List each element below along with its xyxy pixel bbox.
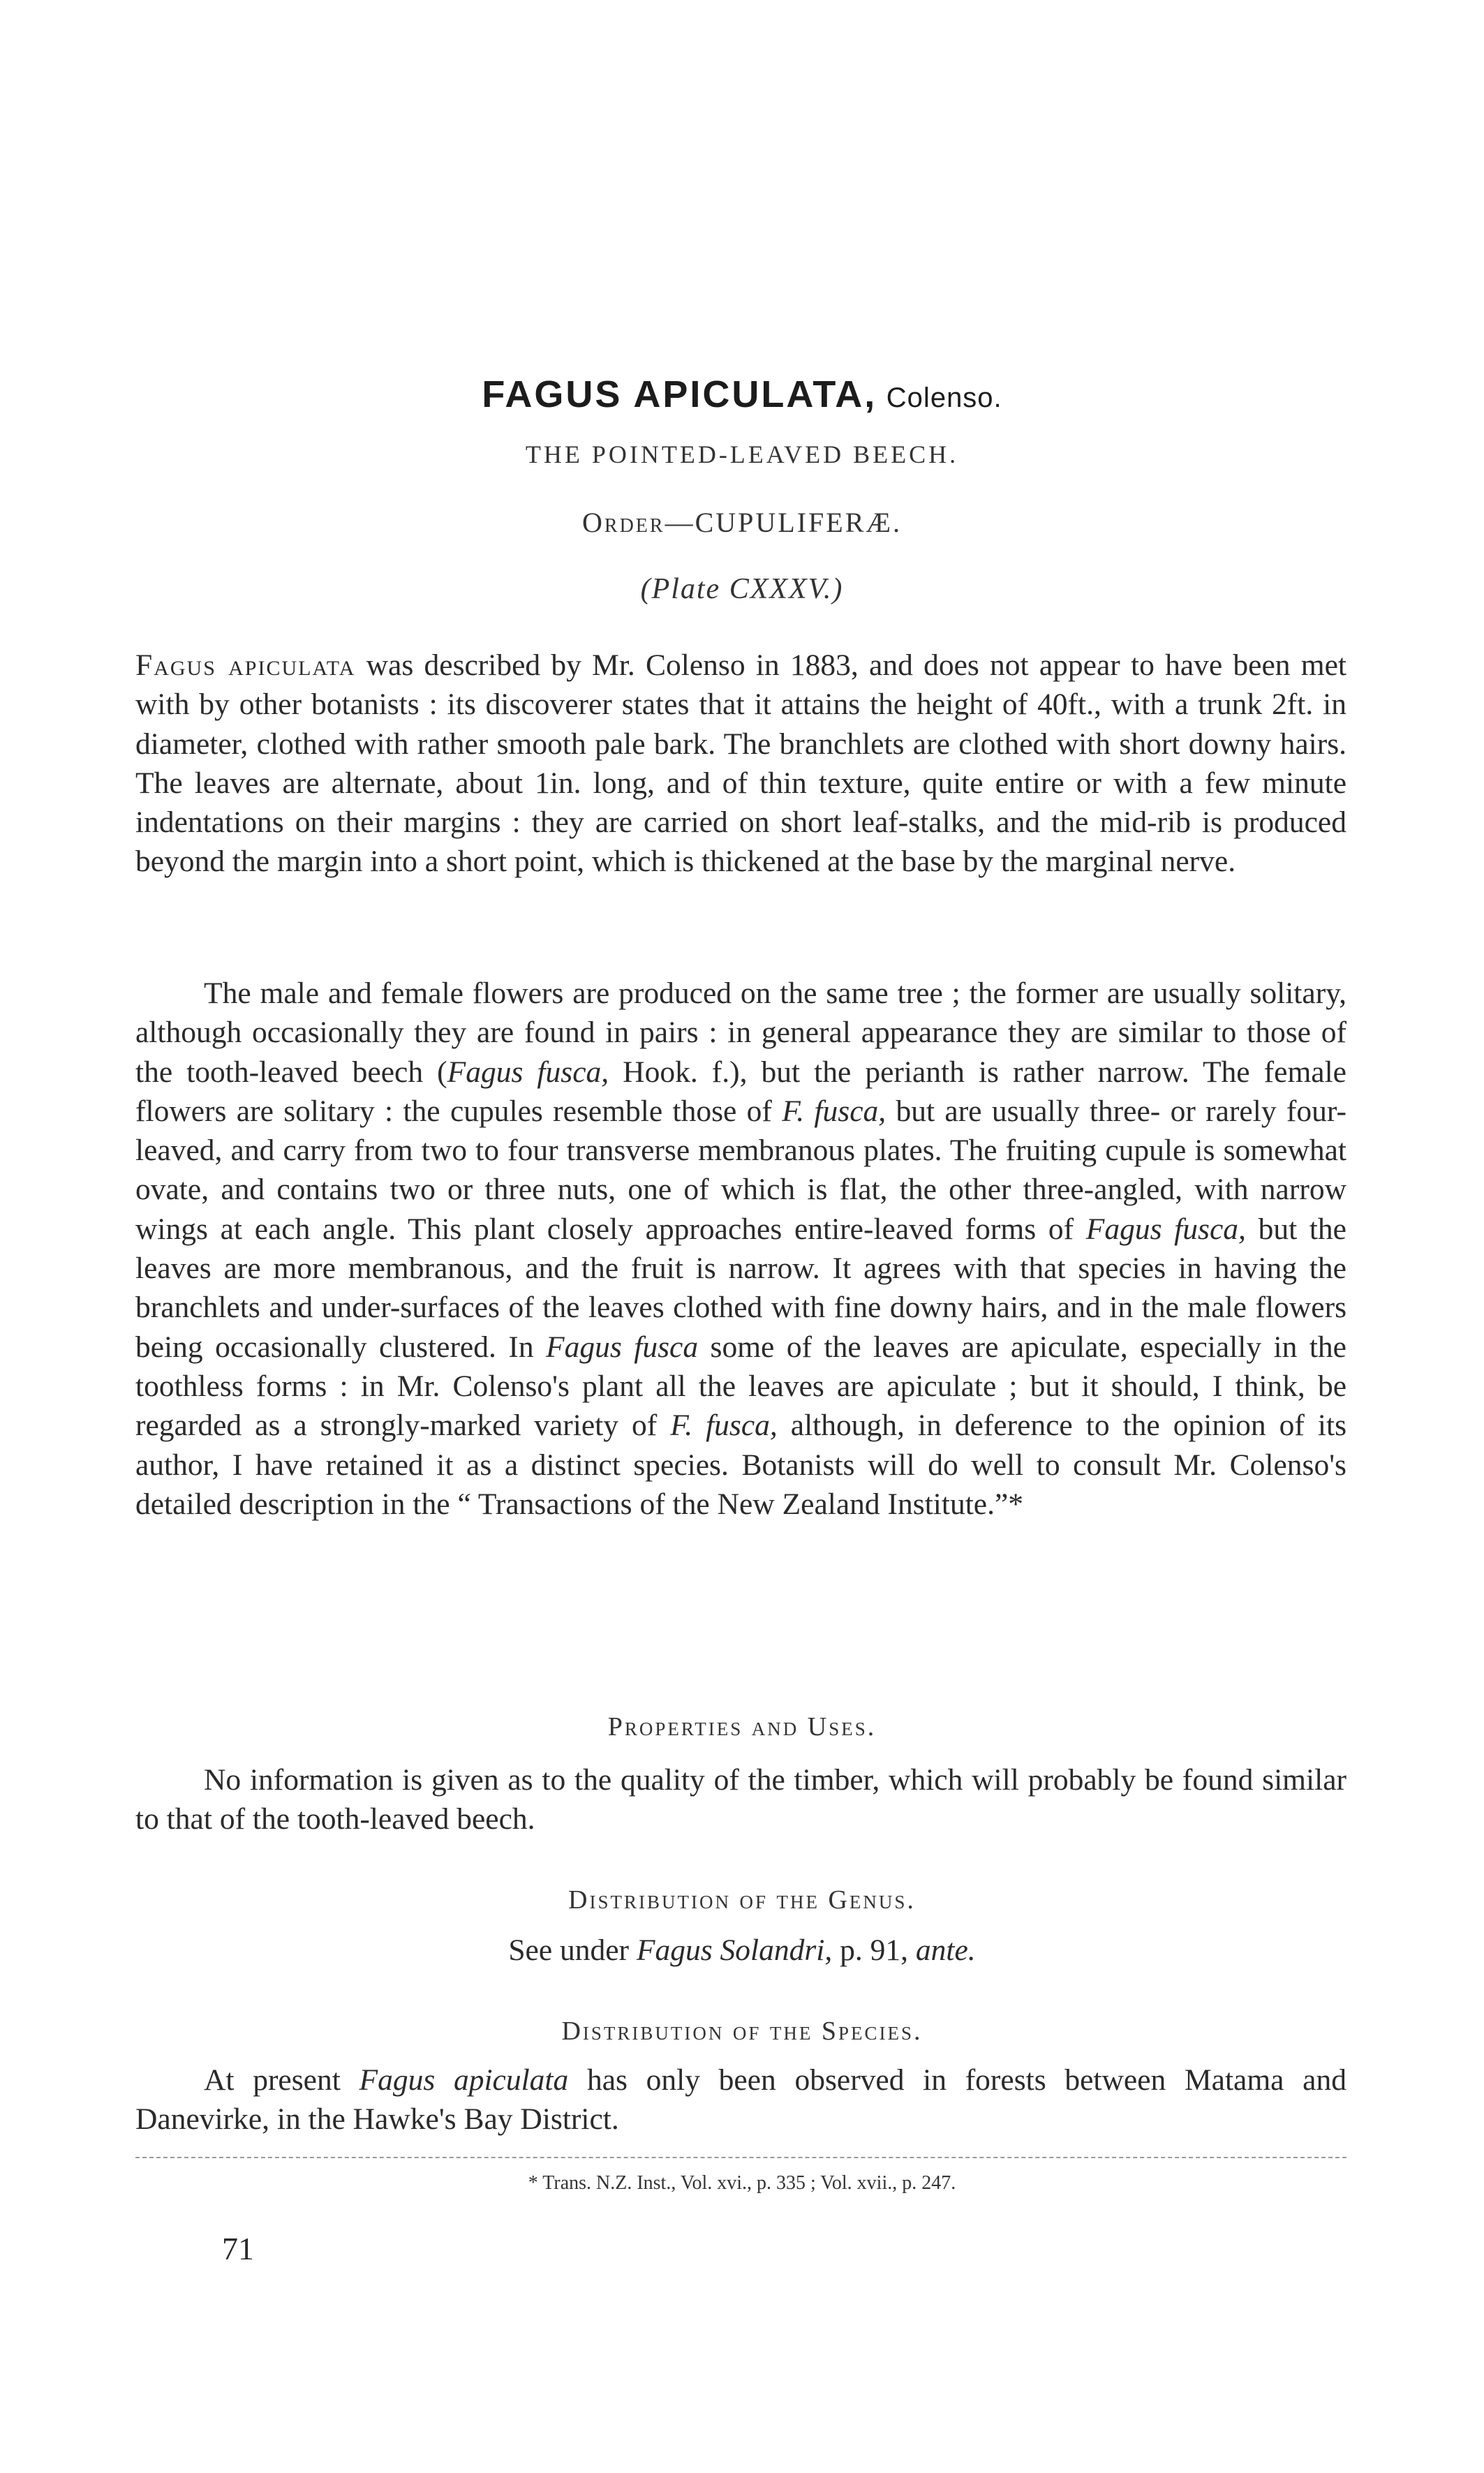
italic-run: Fagus apiculata: [359, 2063, 569, 2097]
heading-genus-distribution: Distribution of the Genus.: [568, 1885, 916, 1915]
text-run: has only been observed in forests between Matama and Danevirke, in the Hawke's Bay District.: [135, 2063, 1346, 2137]
paragraph-text: was described by Mr. Colenso in 1883, and does not appear to have been met with by other botanists : its discoverer states that it attains the height of 40ft., with a trunk 2ft. in diameter, clothed with rather smooth pale bark. The branchlets are clothed with short downy hairs. The leaves are alternate, about 1in. long, and of thin texture, quite entire or with a few minute indentations on their margins : they are carried on short leaf-stalks, and the mid-rib is produced beyond the margin into a short point, which is thickened at the base by the marginal nerve.: [135, 648, 1347, 879]
italic-run: F. fusca,: [782, 1094, 886, 1128]
order-line: [0, 506, 1484, 539]
italic-run: Fagus fusca,: [447, 1055, 609, 1089]
species-author: Colenso.: [886, 383, 1002, 413]
paragraph-description: [135, 646, 1346, 882]
text-run: although, in deference to the opinion of its author, I have retained it as a distinct species. Botanists will do well to consult Mr. Colenso's detailed description in the “ Transactions of the New Zealand Institute.”*: [135, 1409, 1346, 1521]
plate-reference: (Plate CXXXV.): [640, 573, 844, 605]
text-run: See under: [508, 1933, 637, 1967]
footnote: * Trans. N.Z. Inst., Vol. xvi., p. 335 ; Vol. xvii., p. 247.: [528, 2172, 956, 2194]
species-name: FAGUS APICULATA,: [482, 373, 877, 415]
text-run: some of the leaves are apiculate, especially in the toothless forms : in Mr. Colenso's plant all the leaves are apiculate ; but it should, I think, be regarded as a strongly-marked variety of: [135, 1330, 1346, 1443]
italic-run: Fagus fusca: [546, 1330, 699, 1364]
paragraph-flowers: [135, 974, 1346, 1524]
lead-species-name: Fagus apiculata: [135, 648, 356, 682]
paragraph-properties: [135, 1760, 1346, 1839]
order-label: Order: [582, 507, 665, 538]
page-number: 71: [222, 2231, 254, 2266]
common-name: THE POINTED-LEAVED BEECH.: [525, 440, 959, 468]
text-run: but are usually three- or rarely four-leaved, and carry from two to four transverse membranous plates. The fruiting cupule is somewhat ovate, and contains two or three nuts, one of which is flat, the other three-angled, with narrow wings at each angle. This plant closely approaches entire-leaved forms of: [135, 1094, 1346, 1246]
italic-run: ante.: [915, 1933, 976, 1967]
paragraph-species-distribution: [135, 2060, 1346, 2139]
text-run: but the leaves are more membranous, and the fruit is narrow. It agrees with that species in having the branchlets and under-surfaces of the leaves clothed with fine downy hairs, and in the male flowers being occasionally clustered. In: [135, 1212, 1346, 1364]
italic-run: F. fusca,: [670, 1409, 778, 1443]
italic-run: Fagus fusca,: [1085, 1212, 1246, 1246]
text-run: At present: [204, 2063, 359, 2097]
order-value: —CUPULIFERÆ.: [665, 507, 902, 538]
paragraph-text: No information is given as to the quality of the timber, which will probably be found similar to that of the tooth-leaved beech.: [135, 1763, 1346, 1836]
genus-distribution-reference: [0, 1931, 1484, 1970]
heading-species-distribution: Distribution of the Species.: [561, 2017, 923, 2046]
text-run: The male and female flowers are produced on the same tree ; the former are usually solitary, although occasionally they are found in pairs : in general appearance they are similar to those of the tooth-leaved beech (: [135, 976, 1346, 1089]
heading-properties-uses: Properties and Uses.: [607, 1712, 877, 1742]
italic-run: Fagus Solandri,: [636, 1933, 833, 1967]
species-title: [0, 370, 1484, 422]
text-run: Hook. f.), but the perianth is rather narrow. The female flowers are solitary : the cupules resemble those of: [135, 1055, 1346, 1128]
text-run: p. 91,: [832, 1933, 916, 1967]
footnote-divider: [135, 2157, 1346, 2158]
